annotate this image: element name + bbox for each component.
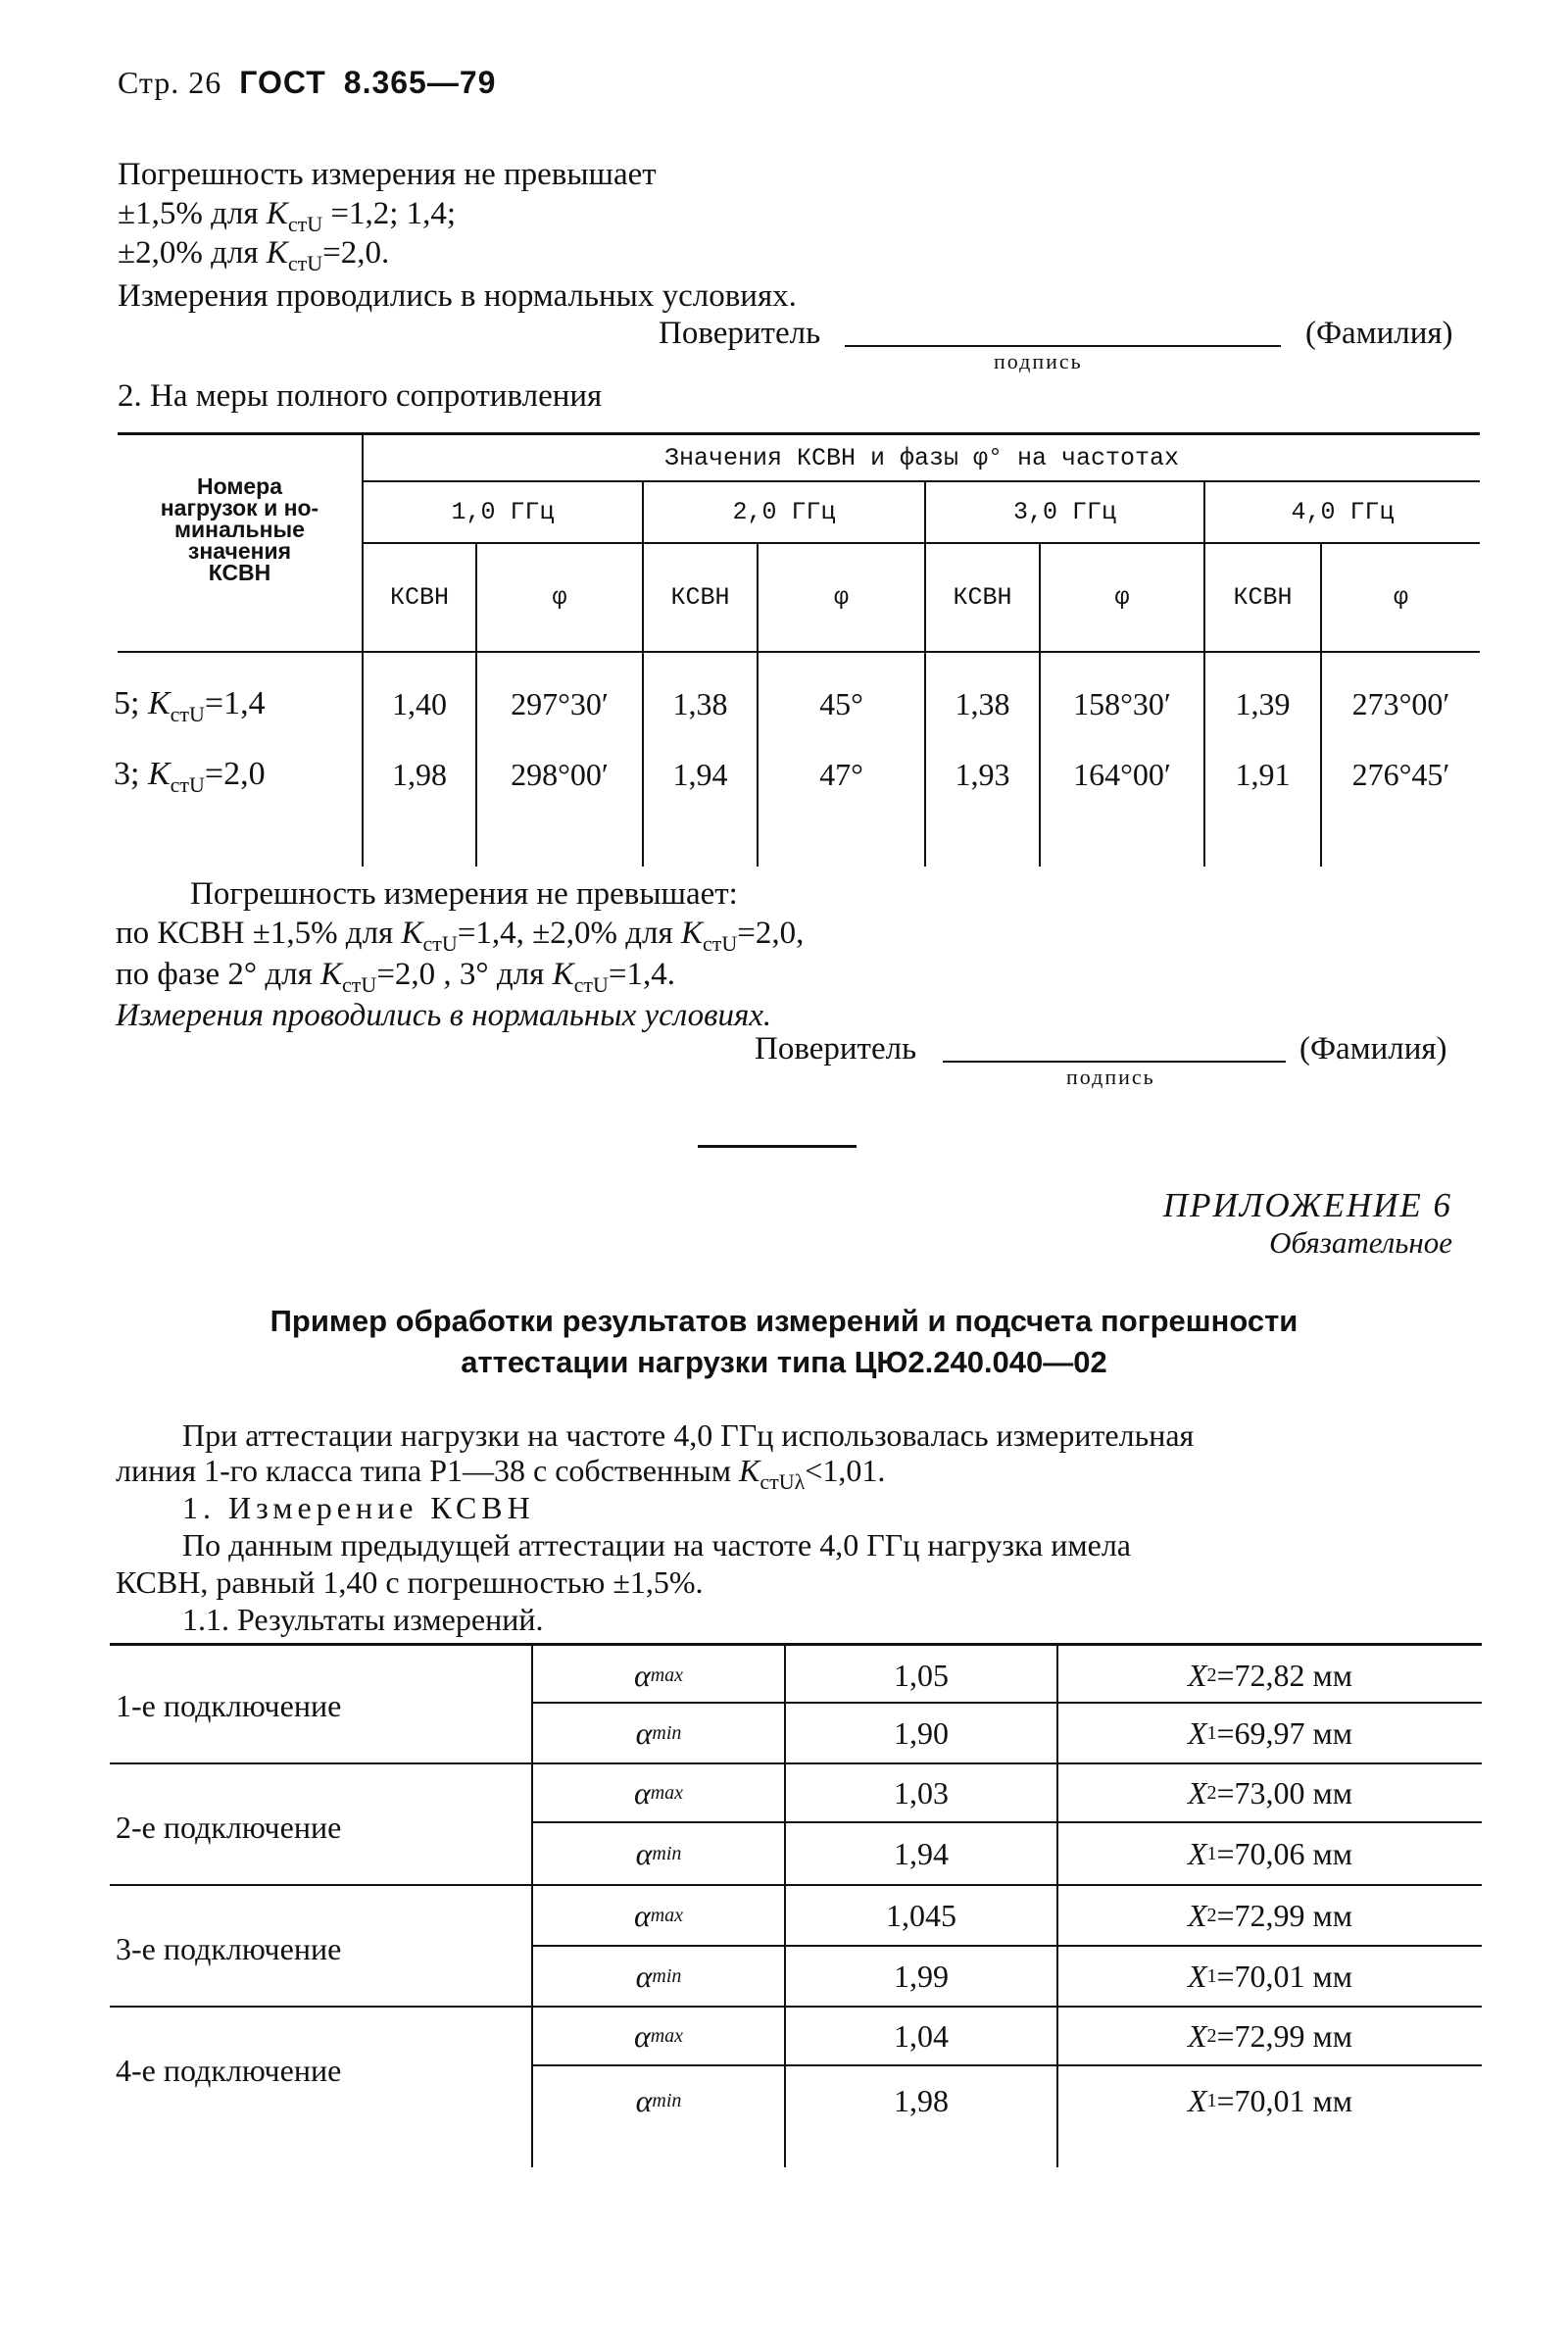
table1-group-header: Значения КСВН и фазы φ° на частотах xyxy=(663,443,1180,472)
table1-freq-header: 4,0 ГГц xyxy=(1291,498,1395,526)
table1-sub-header: КСВН xyxy=(670,583,730,612)
alpha-value: 1,045 xyxy=(886,1897,956,1933)
connection-label: 4-е подключение xyxy=(116,2053,342,2088)
table1-freq-header: 2,0 ГГц xyxy=(732,498,836,526)
standard-label: ГОСТ xyxy=(239,65,326,100)
appendix-label: ПРИЛОЖЕНИЕ 6 xyxy=(1162,1186,1452,1224)
table1-cell: 1,93 xyxy=(955,756,1010,792)
alpha-min-label: α min xyxy=(635,1835,682,1871)
error-ksvn: по КСВН ±1,5% для $K_{стU}=1,4$, ±2,0% для $K_{стU}=2,0$, xyxy=(116,916,805,956)
signature-line-2 xyxy=(943,1061,1286,1063)
table1-header-rule xyxy=(118,651,1480,653)
error-statement: Погрешность измерения не превышает: xyxy=(190,876,738,912)
verifier-label-2: Поверитель xyxy=(755,1031,917,1067)
appendix-para1-line1: При аттестации нагрузки на частоте 4,0 ГГц использовалась измерительная xyxy=(182,1417,1195,1453)
error-phase: по фазе 2° для $K_{стU}=2,0$ , 3° для $K_{стU}=1,4$. xyxy=(116,957,675,997)
paragraph-error-line2: ±1,5% для $K_{стU} =1,2$; 1,4; xyxy=(118,196,457,236)
table1-cell: 298°00′ xyxy=(511,756,609,792)
alpha-value: 1,04 xyxy=(894,2017,949,2054)
x-value: X 2 =72,99 мм xyxy=(1187,1897,1353,1933)
table1-cell: 45° xyxy=(819,685,863,721)
alpha-value: 1,98 xyxy=(894,2082,949,2118)
alpha-min-label: α min xyxy=(635,1714,682,1751)
table1-freq-header: 1,0 ГГц xyxy=(451,498,555,526)
x-value: X 2 =73,00 мм xyxy=(1187,1774,1353,1811)
table1-cell: 1,40 xyxy=(392,685,447,721)
x-value: X 2 =72,82 мм xyxy=(1187,1657,1353,1693)
appendix-para1-line2: линия 1-го класса типа Р1—38 с собственным $K_{стU\lambda}<1,01$. xyxy=(116,1453,886,1494)
table1-sub-header: φ xyxy=(1114,583,1130,612)
alpha-min-label: α min xyxy=(635,2082,682,2118)
page-header xyxy=(118,65,496,101)
table1-row-label: 5; $K_{стU}=1,4$ xyxy=(114,685,266,726)
surname-label: (Фамилия) xyxy=(1305,316,1453,351)
alpha-value: 1,94 xyxy=(894,1835,949,1871)
alpha-value: 1,99 xyxy=(894,1958,949,1994)
paragraph-conditions: Измерения проводились в нормальных условиях. xyxy=(118,278,797,314)
alpha-max-label: α max xyxy=(633,1657,684,1693)
page-number: Стр. 26 xyxy=(118,65,222,100)
table1-cell: 1,91 xyxy=(1235,756,1291,792)
alpha-min-label: α min xyxy=(635,1958,682,1994)
signature-caption: подпись xyxy=(994,349,1083,373)
alpha-value: 1,03 xyxy=(894,1774,949,1811)
connection-label: 1-е подключение xyxy=(116,1688,342,1723)
table1-cell: 47° xyxy=(819,756,863,792)
appendix-item1: 1. Измерение КСВН xyxy=(182,1490,535,1525)
table1-col0-header: Номера нагрузок и но- минальные значения КСВН xyxy=(160,473,319,585)
table1-freq-header: 3,0 ГГц xyxy=(1012,498,1117,526)
connection-label: 2-е подключение xyxy=(116,1810,342,1845)
x-value: X 2 =72,99 мм xyxy=(1187,2017,1353,2054)
table1-cell: 1,38 xyxy=(672,685,728,721)
table1-cell: 1,39 xyxy=(1235,685,1291,721)
paragraph-error-intro: Погрешность измерения не превышает xyxy=(118,157,657,192)
table1-sub-header: φ xyxy=(1393,583,1408,612)
appendix-item11: 1.1. Результаты измерений. xyxy=(182,1602,544,1637)
connection-label: 3-е подключение xyxy=(116,1931,342,1966)
signature-line xyxy=(845,345,1281,347)
x-value: X 1 =69,97 мм xyxy=(1187,1714,1353,1751)
table1-cell: 164°00′ xyxy=(1073,756,1171,792)
table1-cell: 273°00′ xyxy=(1351,685,1450,721)
table1-sub-header: КСВН xyxy=(1233,583,1293,612)
table1-sub-header: КСВН xyxy=(953,583,1012,612)
appendix-title-line1: Пример обработки результатов измерений и подсчета погрешности xyxy=(270,1304,1298,1338)
appendix-status: Обязательное xyxy=(1269,1225,1452,1260)
table1-row-label: 3; $K_{стU}=2,0$ xyxy=(114,756,266,797)
paragraph-error-line3: ±2,0% для $K_{стU}=2,0$. xyxy=(118,235,390,275)
table1-cell: 276°45′ xyxy=(1351,756,1450,792)
appendix-title-line2: аттестации нагрузки типа ЦЮ2.240.040—02 xyxy=(461,1345,1107,1379)
x-value: X 1 =70,01 мм xyxy=(1187,1958,1353,1994)
table1-cell: 1,94 xyxy=(672,756,728,792)
alpha-value: 1,90 xyxy=(894,1714,949,1751)
table1-cell: 158°30′ xyxy=(1073,685,1171,721)
alpha-value: 1,05 xyxy=(894,1657,949,1693)
table1-sub-header: φ xyxy=(552,583,567,612)
appendix-para2-line1: По данным предыдущей аттестации на частоте 4,0 ГГц нагрузка имела xyxy=(182,1527,1131,1563)
table1-sub-header: φ xyxy=(833,583,849,612)
alpha-max-label: α max xyxy=(633,2017,684,2054)
table1-cell: 297°30′ xyxy=(511,685,609,721)
alpha-max-label: α max xyxy=(633,1774,684,1811)
appendix-para2-line2: КСВН, равный 1,40 с погрешностью ±1,5%. xyxy=(116,1564,704,1600)
verifier-label: Поверитель xyxy=(659,316,821,351)
table1-cell: 1,98 xyxy=(392,756,447,792)
section-heading: 2. На меры полного сопротивления xyxy=(118,378,603,414)
x-value: X 1 =70,06 мм xyxy=(1187,1835,1353,1871)
alpha-max-label: α max xyxy=(633,1897,684,1933)
surname-label-2: (Фамилия) xyxy=(1299,1031,1447,1067)
standard-number: 8.365—79 xyxy=(343,65,497,100)
section-separator xyxy=(698,1145,857,1148)
results-top-rule xyxy=(110,1643,1482,1646)
table1-cell: 1,38 xyxy=(955,685,1010,721)
x-value: X 1 =70,01 мм xyxy=(1187,2082,1353,2118)
table1-sub-header: КСВН xyxy=(389,583,449,612)
signature-caption-2: подпись xyxy=(1066,1065,1155,1089)
paragraph-conditions-2: Измерения проводились в нормальных условиях. xyxy=(116,998,772,1033)
